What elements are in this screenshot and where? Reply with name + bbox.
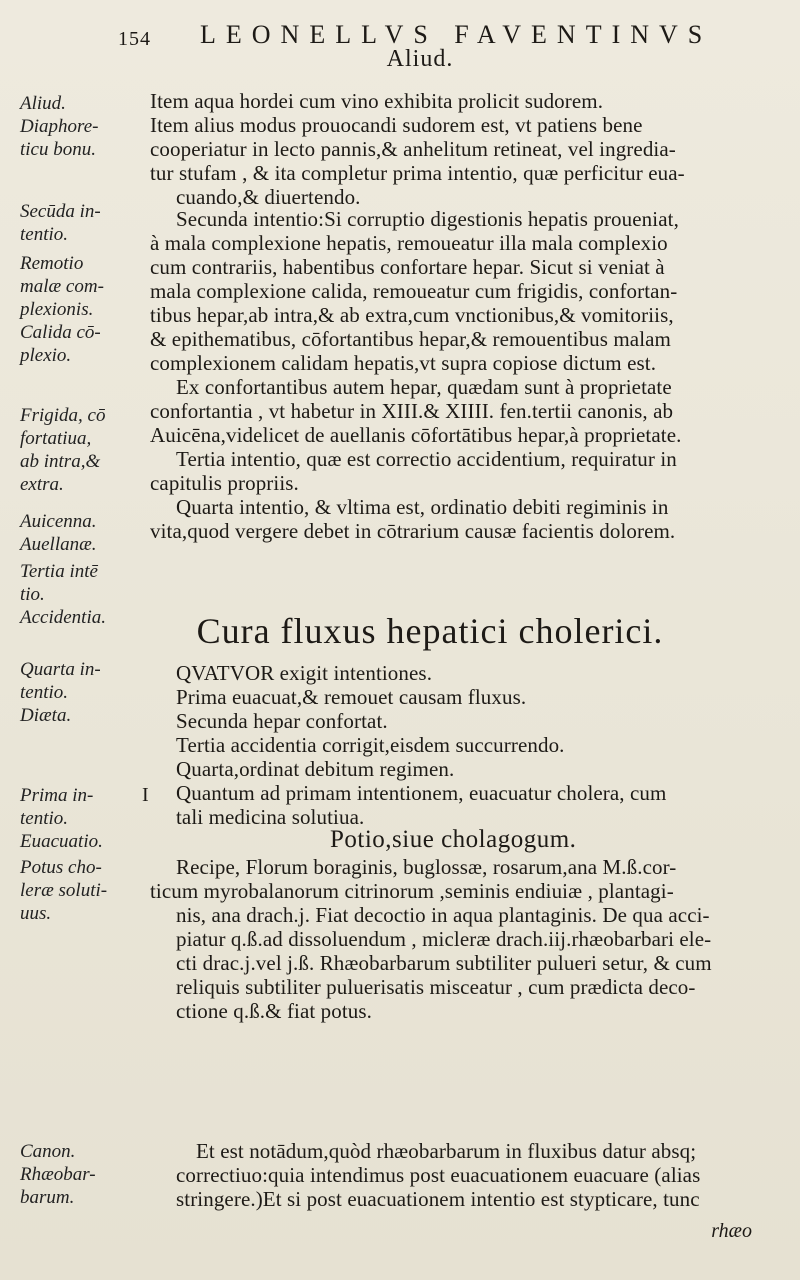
- page-number: 154: [118, 28, 151, 50]
- margin-note: [20, 254, 104, 365]
- margin-note-line: barum.: [20, 1187, 75, 1208]
- text-line: cum contrariis, habentibus confortare hepar. Sicut si veniat à: [150, 255, 665, 279]
- text-line: reliquis subtiliter puluerisatis misceatur , cum prædicta deco-: [176, 975, 696, 999]
- section-heading: Aliud.: [386, 46, 454, 72]
- text-line: à mala complexione hepatis, remoueatur illa mala complexio: [150, 231, 668, 255]
- text-line: complexionem calidam hepatis,vt supra copiose dictum est.: [150, 351, 657, 375]
- margin-note: [20, 1142, 96, 1207]
- text-line: confortantia , vt habetur in XIII.& XIIII. fen.tertii canonis, ab: [150, 399, 674, 423]
- text-line: QVATVOR exigit intentiones.: [176, 661, 433, 685]
- margin-note-line: extra.: [20, 474, 64, 495]
- text-line: Quarta,ordinat debitum regimen.: [176, 757, 455, 781]
- margin-note-line: Canon.: [20, 1141, 76, 1162]
- chapter-title: Cura fluxus hepatici cholerici.: [196, 611, 664, 651]
- margin-note-line: Diaphore-: [20, 116, 99, 137]
- margin-note: [20, 512, 97, 554]
- text-line: tali medicina solutiua.: [176, 805, 365, 829]
- margin-note-line: tentio.: [20, 808, 69, 829]
- margin-note-line: Euacuatio.: [20, 831, 103, 852]
- text-line: correctiuo:quia intendimus post euacuationem euacuare (alias: [176, 1163, 701, 1187]
- margin-note-line: ticu bonu.: [20, 139, 96, 160]
- running-title: LEONELLVS FAVENTINVS: [200, 20, 713, 49]
- text-line: Recipe, Florum boraginis, buglossæ, rosarum,ana M.ß.cor-: [176, 855, 677, 879]
- text-line: vita,quod vergere debet in cōtrarium causæ facientis dolorem.: [150, 519, 676, 543]
- recipe-title: Potio,siue cholagogum.: [330, 826, 577, 853]
- text-line: Et est notādum,quòd rhæobarbarum in fluxibus datur absq;: [196, 1139, 697, 1163]
- margin-note-line: Frigida, cō: [20, 405, 106, 426]
- text-line: Auicēna,videlicet de auellanis cōfortātibus hepar,à proprietate.: [150, 423, 682, 447]
- margin-note-line: Auellanæ.: [20, 534, 97, 555]
- margin-note-line: Tertia intē: [20, 561, 98, 582]
- text-line: Quarta intentio, & vltima est, ordinatio debiti regiminis in: [176, 495, 669, 519]
- text-line: Item aqua hordei cum vino exhibita prolicit sudorem.: [150, 89, 604, 113]
- text-line: Prima euacuat,& remouet causam fluxus.: [176, 685, 527, 709]
- catchword: rhæo: [711, 1220, 752, 1242]
- margin-note: [20, 858, 107, 923]
- margin-note-line: Potus cho-: [20, 857, 102, 878]
- margin-note-line: malæ com-: [20, 276, 104, 297]
- text-line: piatur q.ß.ad dissoluendum , micleræ drach.iij.rhæobarbari ele-: [176, 927, 712, 951]
- margin-note-line: Calida cō-: [20, 322, 101, 343]
- margin-note-line: fortatiua,: [20, 428, 92, 449]
- margin-note-line: Secūda in-: [20, 201, 101, 222]
- text-line: Ex confortantibus autem hepar, quædam sunt à proprietate: [176, 375, 672, 399]
- text-line: cuando,& diuertendo.: [176, 185, 361, 209]
- text-line: stringere.)Et si post euacuationem intentio est stypticare, tunc: [176, 1187, 700, 1211]
- margin-note-line: Quarta in-: [20, 659, 101, 680]
- margin-note-line: Aliud.: [20, 93, 66, 114]
- page-header: [110, 14, 790, 50]
- text-line: Secunda hepar confortat.: [176, 709, 388, 733]
- margin-note-line: Auicenna.: [20, 511, 97, 532]
- margin-note-line: ab intra,&: [20, 451, 101, 472]
- text-line: Tertia intentio, quæ est correctio accidentium, requiratur in: [176, 447, 677, 471]
- margin-note-line: Rhæobar-: [20, 1164, 96, 1185]
- margin-note-line: tio.: [20, 584, 45, 605]
- margin-note-line: Remotio: [20, 253, 84, 274]
- margin-note: [20, 660, 101, 725]
- text-line: ctione q.ß.& fiat potus.: [176, 999, 373, 1023]
- margin-note-line: tentio.: [20, 224, 69, 245]
- margin-note-line: tentio.: [20, 682, 69, 703]
- text-line: & epithematibus, cōfortantibus hepar,& remouentibus malam: [150, 327, 671, 351]
- margin-note-line: plexio.: [20, 345, 72, 366]
- text-line: Item alius modus prouocandi sudorem est, vt patiens bene: [150, 113, 643, 137]
- text-line: Quantum ad primam intentionem, euacuatur cholera, cum: [176, 781, 667, 805]
- margin-note: [20, 406, 106, 494]
- text-line: Secunda intentio:Si corruptio digestionis hepatis proueniat,: [176, 207, 679, 231]
- text-line: ticum myrobalanorum citrinorum ,seminis endiuiæ , plantagi-: [150, 879, 674, 903]
- text-line: tibus hepar,ab intra,& ab extra,cum vnctionibus,& vomitoriis,: [150, 303, 674, 327]
- text-line: tur stufam , & ita completur prima intentio, quæ perficitur eua-: [150, 161, 685, 185]
- margin-note-line: uus.: [20, 903, 52, 924]
- text-line: cti drac.j.vel j.ß. Rhæobarbarum subtiliter pulueri setur, & cum: [176, 951, 712, 975]
- text-line: cooperiatur in lecto pannis,& anhelitum retineat, vel ingredia-: [150, 137, 676, 161]
- margin-note-line: Diæta.: [20, 705, 72, 726]
- margin-note: [20, 202, 101, 244]
- margin-note: [20, 94, 98, 159]
- margin-note-line: leræ soluti-: [20, 880, 108, 901]
- item-number: I: [142, 784, 149, 806]
- margin-note-line: Prima in-: [20, 785, 94, 806]
- margin-note: [20, 786, 103, 851]
- margin-note-line: Accidentia.: [20, 607, 106, 628]
- text-line: mala complexione calida, remoueatur cum frigidis, confortan-: [150, 279, 678, 303]
- margin-note-line: plexionis.: [20, 299, 94, 320]
- text-line: Tertia accidentia corrigit,eisdem succurrendo.: [176, 733, 565, 757]
- text-line: nis, ana drach.j. Fiat decoctio in aqua plantaginis. De qua acci-: [176, 903, 710, 927]
- text-line: capitulis propriis.: [150, 471, 299, 495]
